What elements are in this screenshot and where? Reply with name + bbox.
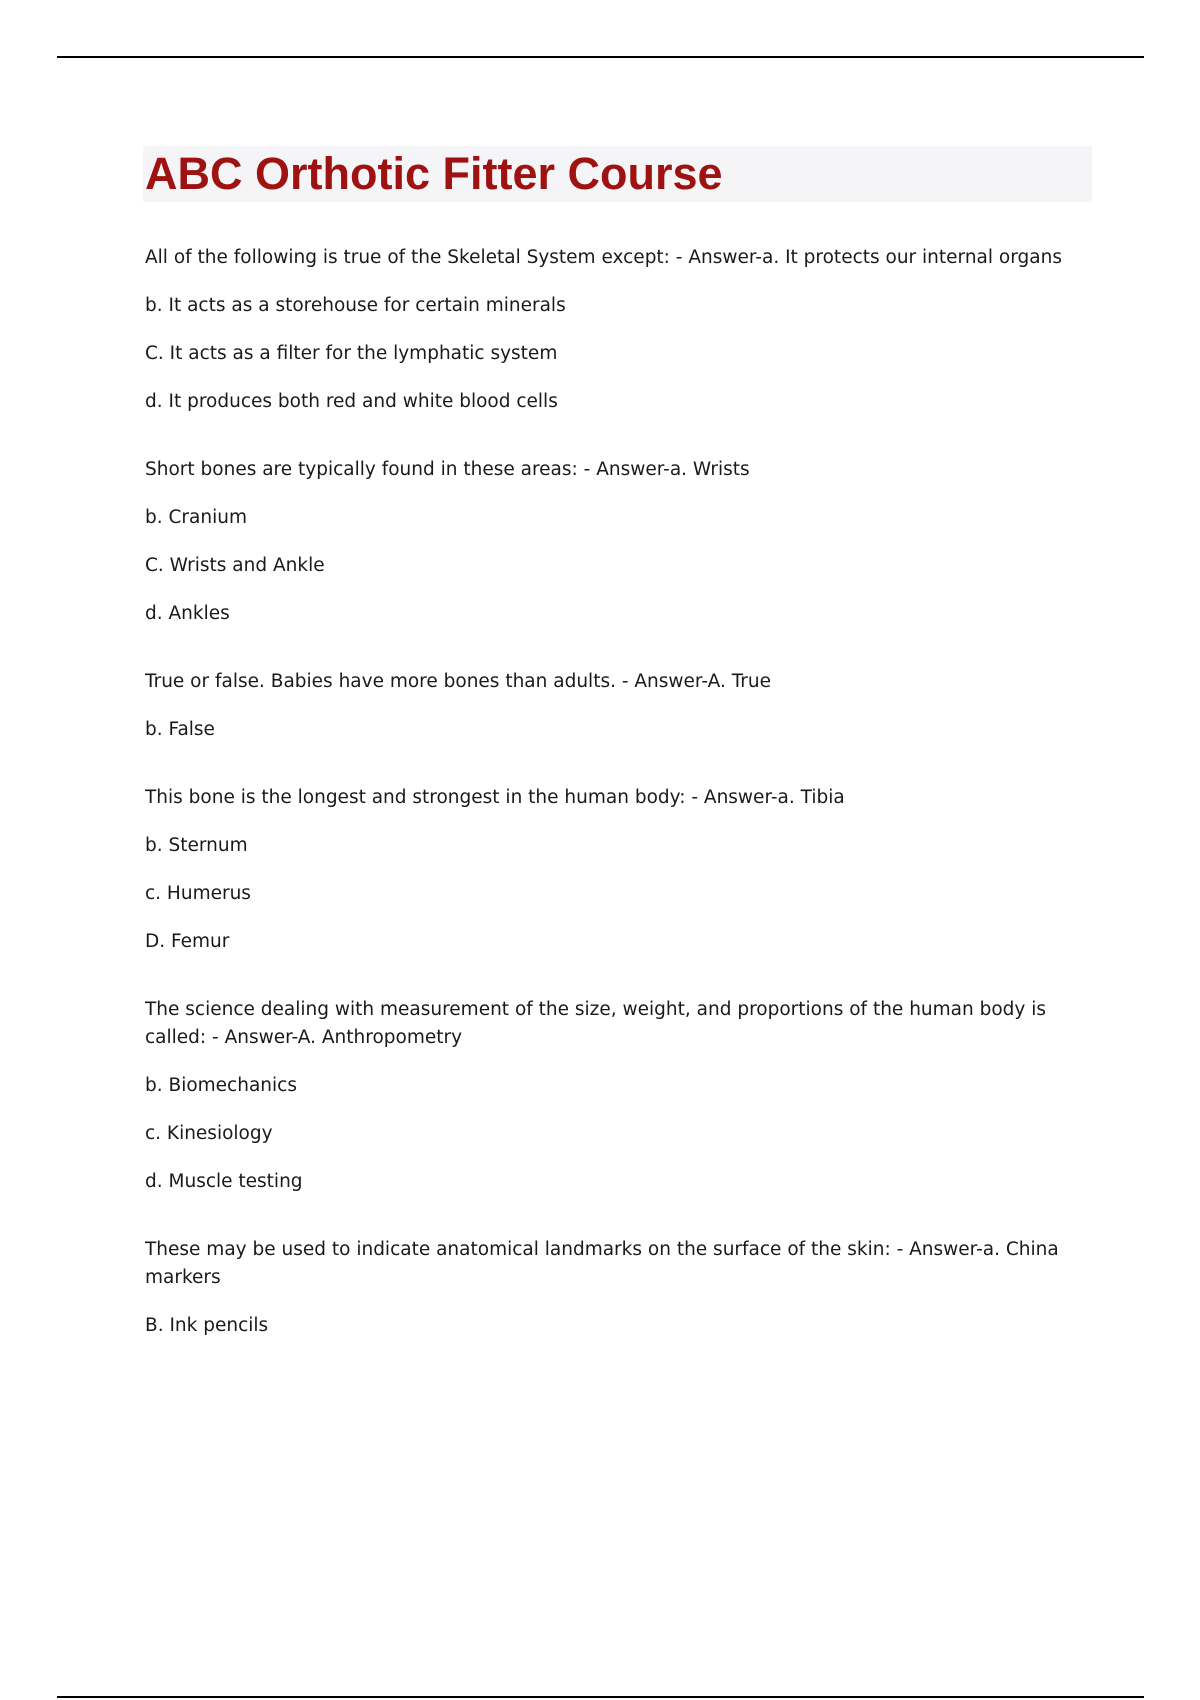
question-prompt: The science dealing with measurement of the size, weight, and proportions of the human body is called: - Answer-A. Anthropometry <box>145 999 1047 1048</box>
question-block-4 <box>145 784 1095 956</box>
question-list <box>145 244 1095 1380</box>
answer-option: b. Biomechanics <box>145 1075 297 1096</box>
question-prompt: This bone is the longest and strongest in the human body: - Answer-a. Tibia <box>145 787 845 808</box>
question-prompt: These may be used to indicate anatomical landmarks on the surface of the skin: - Answer-a. China markers <box>145 1239 1059 1288</box>
question-block-5 <box>145 996 1095 1196</box>
question-block-6 <box>145 1236 1095 1340</box>
answer-option: b. Sternum <box>145 835 248 856</box>
answer-option: D. Femur <box>145 931 230 952</box>
question-prompt: All of the following is true of the Skeletal System except: - Answer-a. It protects our internal organs <box>145 247 1062 268</box>
answer-option: b. It acts as a storehouse for certain minerals <box>145 295 566 316</box>
footer-rule <box>57 1696 1144 1698</box>
answer-option: d. Muscle testing <box>145 1171 303 1192</box>
answer-option: c. Kinesiology <box>145 1123 273 1144</box>
document-title: ABC Orthotic Fitter Course <box>145 148 723 199</box>
question-block-2 <box>145 456 1095 628</box>
answer-option: C. Wrists and Ankle <box>145 555 325 576</box>
answer-option: b. Cranium <box>145 507 247 528</box>
question-prompt: Short bones are typically found in these areas: - Answer-a. Wrists <box>145 459 750 480</box>
answer-option: C. It acts as a filter for the lymphatic system <box>145 343 558 364</box>
answer-option: d. Ankles <box>145 603 230 624</box>
answer-option: b. False <box>145 719 215 740</box>
header-rule <box>57 56 1144 58</box>
question-block-1 <box>145 244 1095 416</box>
question-block-3 <box>145 668 1095 744</box>
answer-option: B. Ink pencils <box>145 1315 269 1336</box>
answer-option: c. Humerus <box>145 883 251 904</box>
question-prompt: True or false. Babies have more bones than adults. - Answer-A. True <box>145 671 772 692</box>
answer-option: d. It produces both red and white blood cells <box>145 391 558 412</box>
